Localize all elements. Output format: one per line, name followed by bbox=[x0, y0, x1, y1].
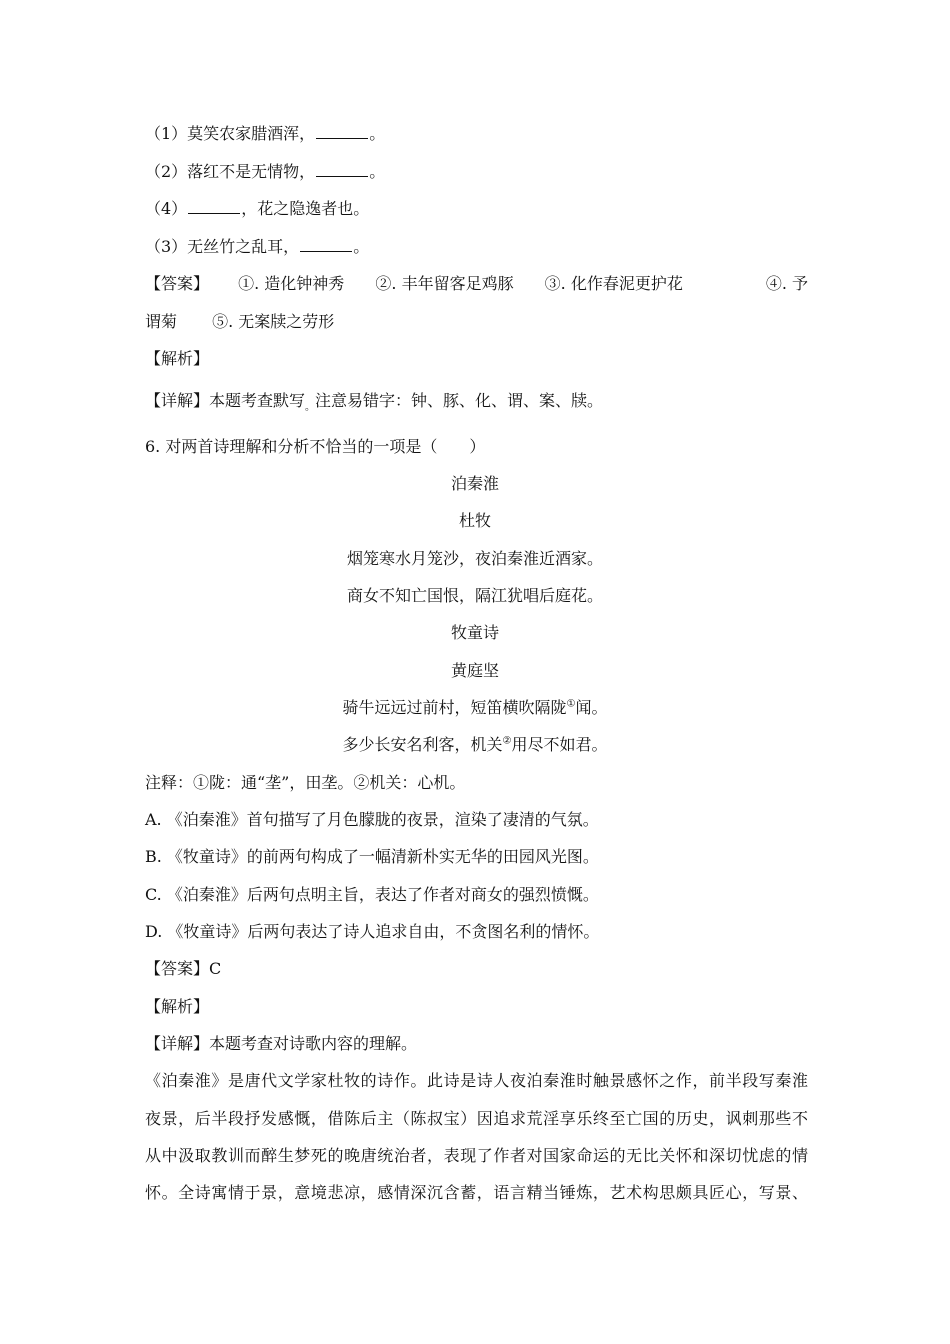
fill-line-3-suffix: 。 bbox=[353, 237, 370, 256]
poem1-line-2: 商女不知亡国恨，隔江犹唱后庭花。 bbox=[346, 586, 603, 605]
analysis-para-line-1: 《泊秦淮》是唐代文学家杜牧的诗作。此诗是诗人夜泊秦淮时触景感怀之作，前半段写秦淮 bbox=[145, 1071, 808, 1090]
option-a: A. 《泊秦淮》首句描写了月色朦胧的夜景，渲染了凄清的气氛。 bbox=[145, 810, 599, 829]
detail-label: 【详解】 bbox=[145, 391, 210, 410]
answer-item-3: ③. 化作春泥更护花 bbox=[544, 274, 683, 293]
answer-item-1: ①. 造化钟神秀 bbox=[238, 274, 345, 293]
poem1-author: 杜牧 bbox=[458, 511, 491, 530]
fill-line-1 bbox=[145, 123, 810, 145]
q5-detail bbox=[145, 390, 810, 419]
poem1-title: 泊秦淮 bbox=[450, 474, 499, 493]
q5-analysis-label: 【解析】 bbox=[145, 349, 210, 368]
analysis-para-line-3: 从中汲取教训而醉生梦死的晚唐统治者，表现了作者对国家命运的无比关怀和深切忧虑的情 bbox=[145, 1146, 808, 1165]
fill-line-4-suffix: ，花之隐逸者也。 bbox=[241, 199, 370, 218]
poem2-line-2-b: 用尽不如君。 bbox=[511, 735, 608, 754]
fill-line-1-suffix: 。 bbox=[369, 124, 386, 143]
q6-detail: 【详解】本题考查对诗歌内容的理解。 bbox=[145, 1034, 418, 1053]
answer-item-5: ⑤. 无案牍之劳形 bbox=[212, 312, 335, 331]
answer-item-4-cont: 谓菊 bbox=[145, 312, 178, 331]
poem2-title: 牧童诗 bbox=[450, 623, 499, 642]
poem2-author: 黄庭坚 bbox=[450, 661, 499, 680]
detail-text-a: 本题考查默写 bbox=[209, 391, 306, 410]
detail-dot: 。 bbox=[305, 402, 316, 414]
fill-line-4-prefix: （4） bbox=[145, 199, 188, 218]
q6-note: 注释：①陇：通“垄”，田垄。②机关：心机。 bbox=[145, 773, 466, 792]
footnote-marker-2: ② bbox=[502, 735, 512, 747]
analysis-para-line-4: 怀。全诗寓情于景，意境悲凉，感情深沉含蓄，语言精当锤炼，艺术构思颇具匠心，写景、 bbox=[145, 1183, 808, 1202]
answer-blank bbox=[300, 237, 352, 252]
fill-line-1-prefix: （1）莫笑农家腊酒浑， bbox=[145, 124, 316, 143]
poem2-line-2-a: 多少长安名利客，机关 bbox=[342, 735, 503, 754]
fill-line-2-prefix: （2）落红不是无情物， bbox=[145, 162, 316, 181]
poem1-line-1: 烟笼寒水月笼沙，夜泊秦淮近酒家。 bbox=[346, 549, 603, 568]
fill-line-4 bbox=[145, 198, 810, 220]
answer-item-4: ④. 予 bbox=[765, 274, 808, 293]
answer-blank bbox=[316, 162, 368, 177]
q6-question: 6. 对两首诗理解和分析不恰当的一项是（ ） bbox=[145, 437, 486, 456]
answer-blank bbox=[188, 199, 240, 214]
option-d: D. 《牧童诗》后两句表达了诗人追求自由，不贪图名利的情怀。 bbox=[145, 922, 600, 941]
option-c: C. 《泊秦淮》后两句点明主旨，表达了作者对商女的强烈愤慨。 bbox=[145, 885, 599, 904]
analysis-para-line-2: 夜景，后半段抒发感慨，借陈后主（陈叔宝）因追求荒淫享乐终至亡国的历史，讽刺那些不 bbox=[145, 1109, 808, 1128]
q5-answer-row-cont bbox=[145, 311, 810, 333]
poem2-line-2 bbox=[145, 734, 805, 756]
q6-answer: 【答案】C bbox=[145, 959, 222, 978]
fill-line-3 bbox=[145, 236, 810, 258]
detail-text-b: 注意易错字：钟、豚、化、谓、案、牍。 bbox=[315, 391, 604, 410]
fill-line-2-suffix: 。 bbox=[369, 162, 386, 181]
poem2-line-1 bbox=[145, 697, 805, 719]
poem2-line-1-b: 闻。 bbox=[575, 698, 608, 717]
answer-label: 【答案】 bbox=[145, 274, 210, 293]
answer-item-2: ②. 丰年留客足鸡豚 bbox=[375, 274, 514, 293]
option-b: B. 《牧童诗》的前两句构成了一幅清新朴实无华的田园风光图。 bbox=[145, 847, 599, 866]
q5-answer-row bbox=[145, 273, 810, 295]
q6-analysis-label: 【解析】 bbox=[145, 997, 210, 1016]
fill-line-3-prefix: （3）无丝竹之乱耳， bbox=[145, 237, 300, 256]
footnote-marker-1: ① bbox=[566, 698, 576, 710]
answer-blank bbox=[316, 124, 368, 139]
fill-line-2 bbox=[145, 161, 810, 183]
poem2-line-1-a: 骑牛远远过前村，短笛横吹隔陇 bbox=[342, 698, 567, 717]
